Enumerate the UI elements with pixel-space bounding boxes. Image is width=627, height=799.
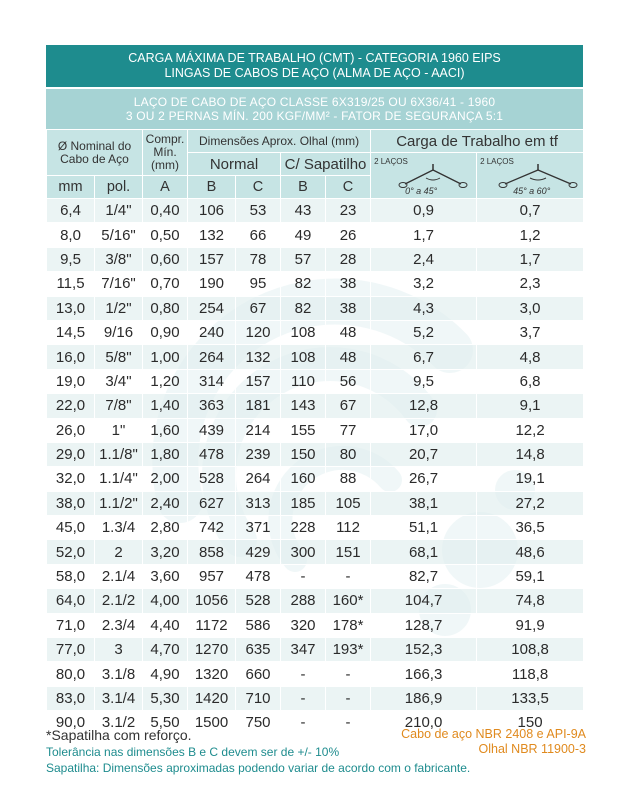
table-cell: 178* (326, 613, 371, 637)
table-row (47, 369, 584, 393)
two-loops-label-1: 2 LAÇOS (374, 156, 408, 166)
table-cell: 108 (281, 345, 326, 369)
table-row (47, 345, 584, 369)
table-cell: 157 (188, 247, 236, 271)
table-cell: 371 (236, 516, 281, 540)
table-cell: 1.1/8" (95, 442, 143, 466)
unit-c-sapatilho: C (326, 176, 371, 199)
table-cell: 8,0 (47, 223, 95, 247)
table-cell: 59,1 (477, 564, 584, 588)
table-row (47, 662, 584, 686)
table-cell: 48 (326, 320, 371, 344)
table-cell: 4,70 (143, 638, 188, 662)
table-cell: 157 (236, 369, 281, 393)
table-cell: 71,0 (47, 613, 95, 637)
table-row (47, 442, 584, 466)
table-cell: 4,90 (143, 662, 188, 686)
table-cell: 1,2 (477, 223, 584, 247)
table-cell: 2.3/4 (95, 613, 143, 637)
table-cell: 26,0 (47, 418, 95, 442)
table-cell: - (326, 686, 371, 710)
table-cell: 133,5 (477, 686, 584, 710)
table-cell: 1,7 (477, 247, 584, 271)
table-cell: 11,5 (47, 272, 95, 296)
table-cell: 7/8" (95, 394, 143, 418)
title-line-1: CARGA MÁXIMA DE TRABALHO (CMT) - CATEGORIA 1960 EIPS (128, 51, 501, 65)
subtitle-banner (46, 87, 583, 129)
table-cell: 78 (236, 247, 281, 271)
table-cell: 239 (236, 442, 281, 466)
header-dimensoes: Dimensões Aprox. Olhal (mm) (188, 130, 371, 153)
angle-label-1: 0° a 45° (405, 185, 438, 196)
table-cell: 635 (236, 638, 281, 662)
table-cell: 429 (236, 540, 281, 564)
table-cell: 6,7 (371, 345, 477, 369)
table-row (47, 394, 584, 418)
table-cell: 150 (477, 711, 584, 735)
table-cell: 2,00 (143, 467, 188, 491)
table-cell: 152,3 (371, 638, 477, 662)
table-cell: 0,50 (143, 223, 188, 247)
table-cell: 363 (188, 394, 236, 418)
subtitle-line-1: LAÇO DE CABO DE AÇO CLASSE 6X319/25 OU 6X36/41 - 1960 (133, 95, 496, 109)
table-cell: 45,0 (47, 516, 95, 540)
table-cell: 313 (236, 491, 281, 515)
table-cell: 186,9 (371, 686, 477, 710)
table-cell: 26,7 (371, 467, 477, 491)
table-cell: 264 (188, 345, 236, 369)
unit-c-normal: C (236, 176, 281, 199)
table-cell: 528 (236, 589, 281, 613)
table-cell: 750 (236, 711, 281, 735)
table-cell: 67 (236, 296, 281, 320)
table-cell: 19,0 (47, 369, 95, 393)
unit-pol: pol. (95, 176, 143, 199)
table-cell: 14,5 (47, 320, 95, 344)
table-cell: 3.1/8 (95, 662, 143, 686)
table-cell: 12,8 (371, 394, 477, 418)
table-cell: 5,2 (371, 320, 477, 344)
table-cell: 90,0 (47, 711, 95, 735)
table-cell: 0,7 (477, 199, 584, 223)
table-cell: 38 (326, 272, 371, 296)
table-row (47, 247, 584, 271)
table-cell: 80,0 (47, 662, 95, 686)
table-cell: 1" (95, 418, 143, 442)
table-cell: 82 (281, 296, 326, 320)
footer (46, 727, 586, 775)
table-cell: 264 (236, 467, 281, 491)
table-cell: 1320 (188, 662, 236, 686)
table-cell: 5/16" (95, 223, 143, 247)
table-cell: 1,60 (143, 418, 188, 442)
table-cell: 742 (188, 516, 236, 540)
table-cell: 49 (281, 223, 326, 247)
table-cell: 254 (188, 296, 236, 320)
table-cell: 105 (326, 491, 371, 515)
table-cell: 1,20 (143, 369, 188, 393)
table-cell: 5/8" (95, 345, 143, 369)
table-cell: 95 (236, 272, 281, 296)
header-two-loops-0-45 (371, 153, 477, 199)
table-cell: 160 (281, 467, 326, 491)
angle-label-2: 45° a 60° (513, 185, 551, 196)
table-row (47, 418, 584, 442)
table-cell: 1/4" (95, 199, 143, 223)
table-cell: 660 (236, 662, 281, 686)
table-cell: 1056 (188, 589, 236, 613)
table-cell: - (281, 686, 326, 710)
table-row (47, 589, 584, 613)
table-cell: 9,1 (477, 394, 584, 418)
table-cell: 240 (188, 320, 236, 344)
table-row (47, 638, 584, 662)
table-cell: 91,9 (477, 613, 584, 637)
table-body (47, 199, 584, 736)
table-cell: 3,60 (143, 564, 188, 588)
note-reinforced-thimble: *Sapatilha com reforço. (46, 727, 192, 743)
table-cell: 181 (236, 394, 281, 418)
table-cell: - (281, 564, 326, 588)
table-cell: 4,8 (477, 345, 584, 369)
table-cell: 20,7 (371, 442, 477, 466)
table-cell: 66 (236, 223, 281, 247)
table-cell: 2,3 (477, 272, 584, 296)
table-row (47, 199, 584, 223)
table-cell: 3/4" (95, 369, 143, 393)
table-cell: 3,0 (477, 296, 584, 320)
table-cell: 67 (326, 394, 371, 418)
table-cell: 4,00 (143, 589, 188, 613)
table-row (47, 223, 584, 247)
table-cell: 1172 (188, 613, 236, 637)
table-cell: 16,0 (47, 345, 95, 369)
header-sapatilho: C/ Sapatilho (281, 153, 371, 176)
table-cell: 3 (95, 638, 143, 662)
table-cell: 38,1 (371, 491, 477, 515)
table-row (47, 540, 584, 564)
unit-b-sapatilho: B (281, 176, 326, 199)
table-cell: - (281, 662, 326, 686)
table-cell: 1.1/2" (95, 491, 143, 515)
table-cell: 104,7 (371, 589, 477, 613)
table-cell: 3,20 (143, 540, 188, 564)
table-cell: 48,6 (477, 540, 584, 564)
table-cell: 53 (236, 199, 281, 223)
table-cell: 347 (281, 638, 326, 662)
table-cell: 2.1/4 (95, 564, 143, 588)
table-cell: 83,0 (47, 686, 95, 710)
table-cell: 2.1/2 (95, 589, 143, 613)
table-cell: 132 (236, 345, 281, 369)
table-cell: 36,5 (477, 516, 584, 540)
table-cell: 2 (95, 540, 143, 564)
table-cell: 314 (188, 369, 236, 393)
table-cell: 528 (188, 467, 236, 491)
table-cell: 1,40 (143, 394, 188, 418)
table-cell: 26 (326, 223, 371, 247)
load-table-panel (46, 45, 583, 736)
header-nominal: Ø Nominal do Cabo de Aço (47, 130, 143, 176)
table-cell: 193* (326, 638, 371, 662)
table-cell: 32,0 (47, 467, 95, 491)
table-cell: 6,8 (477, 369, 584, 393)
table-cell: 1420 (188, 686, 236, 710)
table-cell: 108,8 (477, 638, 584, 662)
table-cell: 1/2" (95, 296, 143, 320)
table-cell: 7/16" (95, 272, 143, 296)
note-tolerance: Tolerância nas dimensões B e C devem ser de +/- 10% (46, 745, 340, 759)
table-row (47, 613, 584, 637)
header-two-loops-45-60 (477, 153, 584, 199)
table-cell: 0,90 (143, 320, 188, 344)
table-row (47, 467, 584, 491)
table-cell: 112 (326, 516, 371, 540)
table-cell: 0,60 (143, 247, 188, 271)
table-cell: 28 (326, 247, 371, 271)
table-cell: 57 (281, 247, 326, 271)
table-row (47, 491, 584, 515)
table-cell: 14,8 (477, 442, 584, 466)
table-cell: 0,70 (143, 272, 188, 296)
table-cell: 58,0 (47, 564, 95, 588)
header-normal: Normal (188, 153, 281, 176)
table-cell: 9,5 (47, 247, 95, 271)
table-cell: 300 (281, 540, 326, 564)
table-cell: 13,0 (47, 296, 95, 320)
table-cell: 6,4 (47, 199, 95, 223)
table-cell: 0,40 (143, 199, 188, 223)
norm-eye: Olhal NBR 11900-3 (478, 742, 586, 756)
table-cell: 132 (188, 223, 236, 247)
title-banner (46, 45, 583, 87)
table-cell: 38 (326, 296, 371, 320)
table-cell: 64,0 (47, 589, 95, 613)
table-cell: - (326, 564, 371, 588)
table-cell: 1,00 (143, 345, 188, 369)
table-cell: 88 (326, 467, 371, 491)
table-cell: 150 (281, 442, 326, 466)
table-cell: 23 (326, 199, 371, 223)
table-cell: 3.1/4 (95, 686, 143, 710)
table-cell: 29,0 (47, 442, 95, 466)
table-cell: 957 (188, 564, 236, 588)
norm-cable: Cabo de aço NBR 2408 e API-9A (401, 727, 586, 741)
table-cell: 1.3/4 (95, 516, 143, 540)
table-cell: 9/16 (95, 320, 143, 344)
table-cell: 288 (281, 589, 326, 613)
table-cell: 228 (281, 516, 326, 540)
table-cell: - (326, 711, 371, 735)
table-cell: 43 (281, 199, 326, 223)
table-cell: 52,0 (47, 540, 95, 564)
table-cell: 77,0 (47, 638, 95, 662)
subtitle-line-2: 3 OU 2 PERNAS MÍN. 200 KGF/MM² - FATOR DE SEGURANÇA 5:1 (125, 109, 504, 123)
two-loops-label-2: 2 LAÇOS (480, 156, 514, 166)
table-cell: 0,80 (143, 296, 188, 320)
table-cell: 439 (188, 418, 236, 442)
table-cell: 2,80 (143, 516, 188, 540)
table-cell: 1270 (188, 638, 236, 662)
table-cell: 118,8 (477, 662, 584, 686)
table-row (47, 272, 584, 296)
table-cell: 320 (281, 613, 326, 637)
table-cell: 858 (188, 540, 236, 564)
table-cell: 19,1 (477, 467, 584, 491)
table-cell: 478 (188, 442, 236, 466)
table-cell: 27,2 (477, 491, 584, 515)
table-cell: 1500 (188, 711, 236, 735)
table-cell: 17,0 (371, 418, 477, 442)
unit-b-normal: B (188, 176, 236, 199)
table-cell: 77 (326, 418, 371, 442)
table-cell: 48 (326, 345, 371, 369)
table-cell: 1.1/4" (95, 467, 143, 491)
table-row (47, 516, 584, 540)
table-cell: 1,80 (143, 442, 188, 466)
norms (401, 727, 586, 757)
table-cell: 38,0 (47, 491, 95, 515)
table-cell: - (281, 711, 326, 735)
table-cell: 56 (326, 369, 371, 393)
table-cell: 120 (236, 320, 281, 344)
table-cell: 5,50 (143, 711, 188, 735)
table-cell: 1,7 (371, 223, 477, 247)
table-cell: 3.1/2 (95, 711, 143, 735)
load-table (46, 129, 584, 736)
table-cell: 51,1 (371, 516, 477, 540)
table-cell: 478 (236, 564, 281, 588)
unit-a: A (143, 176, 188, 199)
table-row (47, 296, 584, 320)
table-cell: 155 (281, 418, 326, 442)
table-row (47, 320, 584, 344)
table-cell: 2,40 (143, 491, 188, 515)
unit-mm: mm (47, 176, 95, 199)
table-cell: 151 (326, 540, 371, 564)
table-cell: 108 (281, 320, 326, 344)
note-thimble-dimensions: Sapatilha: Dimensões aproximadas podendo variar de acordo com o fabricante. (46, 761, 471, 775)
table-cell: 128,7 (371, 613, 477, 637)
table-cell: 106 (188, 199, 236, 223)
table-cell: 160* (326, 589, 371, 613)
table-cell: 5,30 (143, 686, 188, 710)
table-cell: 82,7 (371, 564, 477, 588)
table-cell: 68,1 (371, 540, 477, 564)
table-cell: - (326, 662, 371, 686)
table-cell: 3,2 (371, 272, 477, 296)
table-cell: 4,40 (143, 613, 188, 637)
table-cell: 74,8 (477, 589, 584, 613)
table-cell: 214 (236, 418, 281, 442)
table-cell: 3/8" (95, 247, 143, 271)
table-cell: 22,0 (47, 394, 95, 418)
table-cell: 190 (188, 272, 236, 296)
header-compr: Compr. Mín. (mm) (143, 130, 188, 176)
table-cell: 12,2 (477, 418, 584, 442)
table-row (47, 564, 584, 588)
table-row (47, 686, 584, 710)
table-cell: 210,0 (371, 711, 477, 735)
table-cell: 627 (188, 491, 236, 515)
table-cell: 586 (236, 613, 281, 637)
header-carga: Carga de Trabalho em tf (371, 130, 584, 153)
table-cell: 166,3 (371, 662, 477, 686)
table-cell: 4,3 (371, 296, 477, 320)
table-cell: 3,7 (477, 320, 584, 344)
table-cell: 9,5 (371, 369, 477, 393)
table-cell: 2,4 (371, 247, 477, 271)
table-cell: 710 (236, 686, 281, 710)
table-cell: 0,9 (371, 199, 477, 223)
table-cell: 82 (281, 272, 326, 296)
table-cell: 185 (281, 491, 326, 515)
table-cell: 110 (281, 369, 326, 393)
table-cell: 80 (326, 442, 371, 466)
table-cell: 143 (281, 394, 326, 418)
title-line-2: LINGAS DE CABOS DE AÇO (ALMA DE AÇO - AACI) (164, 66, 465, 80)
